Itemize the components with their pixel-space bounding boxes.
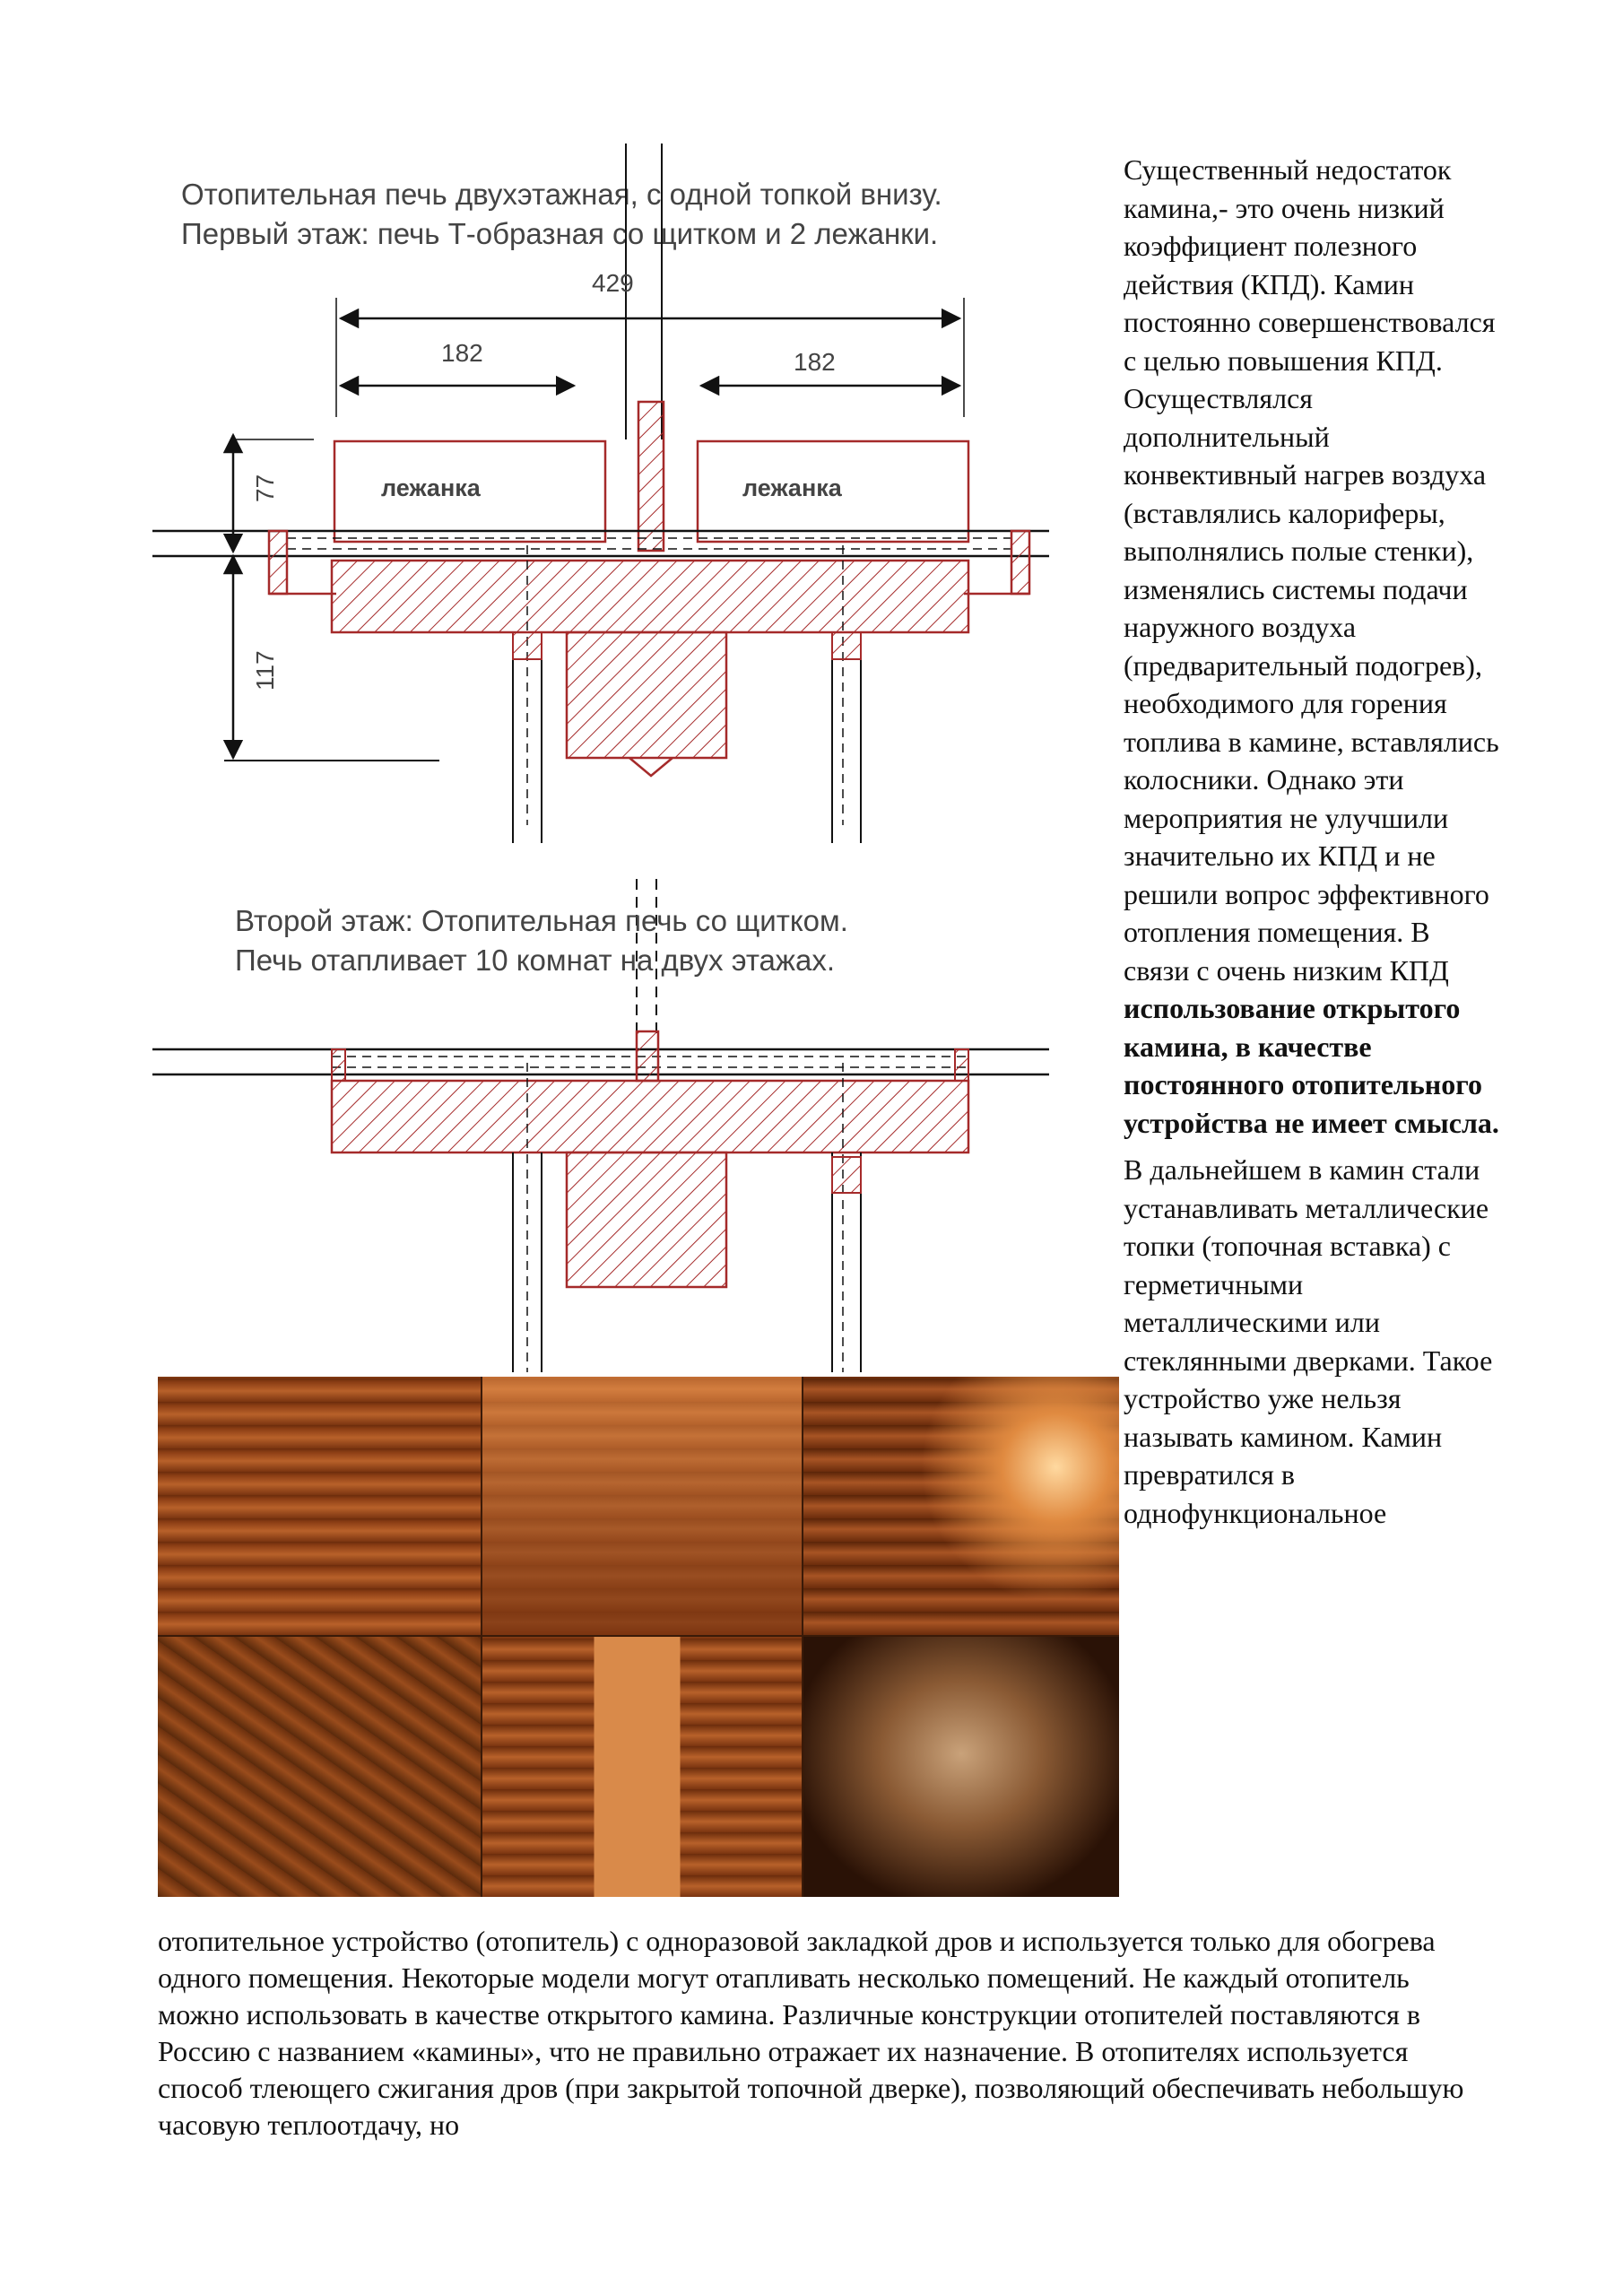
second-floor-slab: [332, 1081, 968, 1152]
diagram2-title-line2: Печь отапливает 10 комнат на двух этажах.: [235, 944, 836, 977]
side-paragraph-1: [1124, 151, 1500, 1142]
photo-stove-tiled: [482, 1637, 802, 1897]
second-floor-firebox: [567, 1152, 726, 1287]
side-paragraph-1-normal: Существенный недостаток камина,- это очень низкий коэффициент полезного действия (КПД). Камин постоянно совершенствовался с целью повышения КПД. Осуществлялся дополнительный конвективный нагрев воздуха (вставлялись калориферы, выполнялись полые стенки), изменялись системы подачи наружного воздуха (предварительный подогрев), необходимого для горения топлива в камине, вставлялись колосники. Однако эти мероприятия не улучшили значительно их КПД и не решили вопрос эффективного отопления помещения. В связи с очень низким КПД: [1124, 153, 1499, 987]
diagram2-title-line1: Второй этаж: Отопительная печь со щитком.: [235, 904, 848, 937]
full-width-text: [158, 1923, 1476, 2144]
right-bench-label: лежанка: [742, 474, 842, 501]
photo-stove-bench: [482, 1377, 802, 1635]
dimension-height-top: 77: [251, 474, 279, 502]
diagram1-title-line2: Первый этаж: печь Т-образная со щитком и 2 лежанки.: [181, 217, 939, 250]
full-paragraph: отопительное устройство (отопитель) с одноразовой закладкой дров и используется только для обогрева одного помещения. Некоторые модели могут отапливать несколько помещений. Не каждый отопитель можно использовать в качестве открытого камина. Различные конструкции отопителей поставляются в Россию с названием «камины», что не правильно отражает их назначение. В отопителях используется способ тлеющего сжигания дров (при закрытой топочной дверке), позволяющий обеспечивать небольшую часовую теплоотдачу, но: [158, 1925, 1464, 2141]
firebox: [567, 632, 726, 758]
dimension-right: 182: [794, 348, 836, 376]
photo-stove-corner: [158, 1377, 481, 1635]
dimension-total: 429: [592, 269, 634, 297]
main-stove-slab: [332, 561, 968, 632]
side-column-text: [1124, 151, 1500, 1532]
photo-stove-firebox: [803, 1637, 1119, 1897]
diagram1-title-line1: Отопительная печь двухэтажная, с одной топкой внизу.: [181, 178, 942, 211]
side-paragraph-1-bold: использование открытого камина, в качестве постоянного отопительного устройства не имеет смысла.: [1124, 992, 1499, 1139]
stove-second-floor-diagram: [152, 861, 1049, 1372]
left-bench-label: лежанка: [381, 474, 481, 501]
stove-photo-collage: [158, 1377, 1119, 1897]
side-paragraph-2: В дальнейшем в камин стали устанавливать металлические топки (топочная вставка) с герметичными металлическими или стеклянными дверками. Такое устройство уже нельзя называть камином. Камин превратился в однофункциональное: [1124, 1153, 1493, 1529]
dimension-height-bottom: 117: [251, 650, 279, 691]
photo-stove-ceiling: [158, 1637, 481, 1897]
dimension-left: 182: [441, 339, 483, 367]
stove-first-floor-diagram: [152, 144, 1049, 861]
photo-stove-lamp: [803, 1377, 1119, 1635]
